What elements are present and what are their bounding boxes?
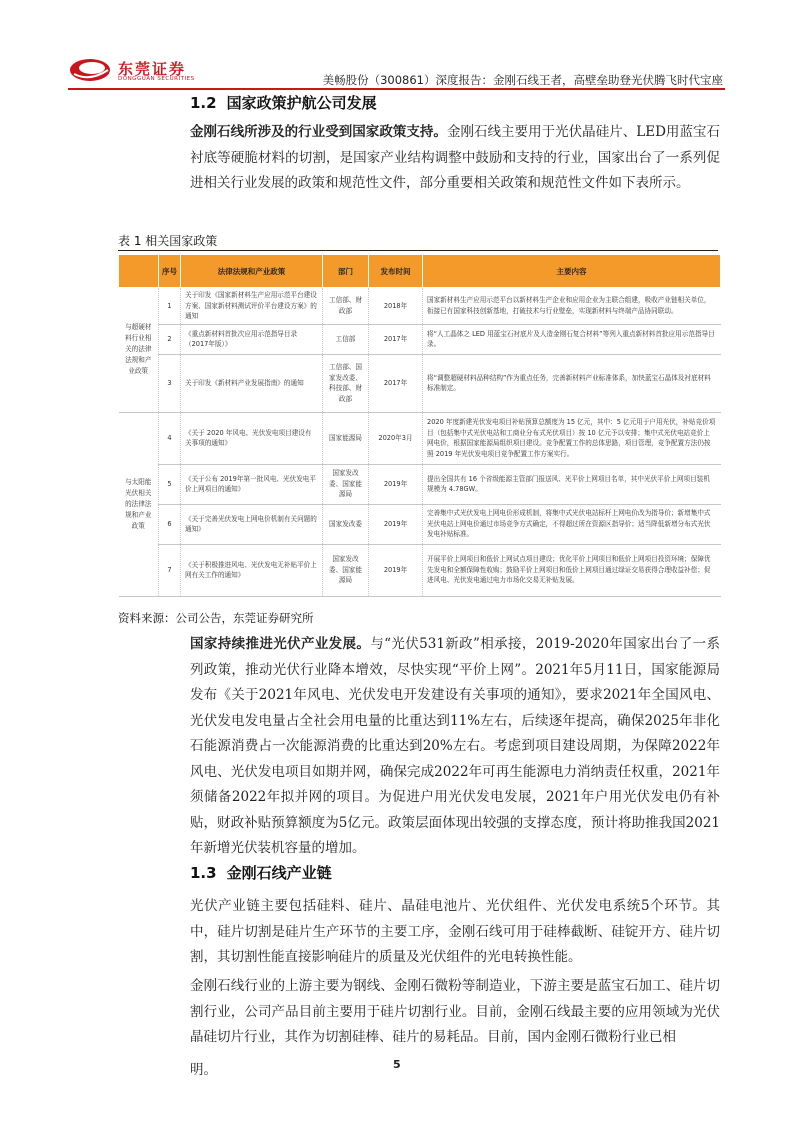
policy-name: 《关于 2020 年风电、光伏发电项目建设有关事项的通知》 xyxy=(181,412,323,464)
policy-content: 2020 年度新建光伏发电项目补贴预算总额度为 15 亿元，其中：5 亿元用于户用光伏，补贴竞价项目（包括集中式光伏电站和工商业分布式光伏项目）按 10 亿元予以安排；集中式光伏电站竞价上网电价，根据国家能源局组织项目建设。竞争配置工作的总体思路，项目管理，竞争配置方法仍按照 2019 年光伏发电项目竞争配置工作方案实行。 xyxy=(423,412,721,464)
row-number: 2 xyxy=(159,324,181,354)
policy-content: 将“调整超硬材料品种结构”作为重点任务，完善新材料产业标准体系，加快蓝宝石晶体及衬底材料标准制定。 xyxy=(423,354,721,412)
policy-content: 完善集中式光伏发电上网电价形成机制，将集中式光伏电站标杆上网电价改为指导价；新增集中式光伏电站上网电价通过市场竞争方式确定，不得超过所在资源区指导价；适当降低新增分布式光伏发电补贴标准。 xyxy=(423,504,721,544)
page-tail-text: 明。 xyxy=(190,1062,217,1078)
policy-table xyxy=(118,254,721,597)
table-row xyxy=(119,354,721,412)
table-source-note: 资料来源：公司公告，东莞证券研究所 xyxy=(118,611,314,625)
department: 国家发改委、国家能源局 xyxy=(323,544,369,596)
table-row xyxy=(119,288,721,325)
industry-chain-paragraph-1: 光伏产业链主要包括硅料、硅片、晶硅电池片、光伏组件、光伏发电系统5个环节。其中，硅片切割是硅片生产环节的主要工序，金刚石线可用于硅棒截断、硅锭开方、硅片切割，其切割性能直接影响硅片的质量及光伏组件的光电转换性能。 xyxy=(190,898,720,965)
section-title: 国家政策护航公司发展 xyxy=(226,94,377,112)
policy-name: 《关于积极推进风电、光伏发电无补贴平价上网有关工作的通知》 xyxy=(181,544,323,596)
policy-name: 《关于完善光伏发电上网电价机制有关问题的通知》 xyxy=(181,504,323,544)
column-header: 主要内容 xyxy=(423,255,721,288)
policy-name: 《关于公布 2019年第一批风电、光伏发电平价上网项目的通知》 xyxy=(181,464,323,504)
table-row xyxy=(119,324,721,354)
policy-name: 关于印发《新材料产业发展指南》的通知 xyxy=(181,354,323,412)
policy-name: 关于印发《国家新材料生产应用示范平台建设方案、国家新材料测试评价平台建设方案》的通知 xyxy=(181,288,323,325)
policy-name: 《重点新材料首批次应用示范指导目录（2017年版）》 xyxy=(181,324,323,354)
column-header: 法律法规和产业政策 xyxy=(181,255,323,288)
policy-intro-paragraph xyxy=(190,120,720,197)
policy-content: 提出全国共有 16 个省级能源主管部门报送风、光平价上网项目名单，其中光伏平价上网项目装机规模为 4.78GW。 xyxy=(423,464,721,504)
paragraph-lead: 金刚石线所涉及的行业受到国家政策支持。 xyxy=(190,124,447,140)
pv-policy-paragraph xyxy=(190,632,720,862)
column-header: 序号 xyxy=(159,255,181,288)
policy-content: 将“人工晶体之 LED 用蓝宝石衬底片及人造金刚石复合材料”等列入重点新材料首批应用示范指导目录。 xyxy=(423,324,721,354)
department: 国家能源局 xyxy=(323,412,369,464)
report-header-title: 美畅股份（300861）深度报告：金刚石线王者，高壁垒助登光伏腾飞时代宝座 xyxy=(322,73,723,87)
column-header: 部门 xyxy=(323,255,369,288)
table-row xyxy=(119,504,721,544)
publish-date: 2019年 xyxy=(369,544,423,596)
table-row xyxy=(119,412,721,464)
publish-date: 2020年3月 xyxy=(369,412,423,464)
header-divider xyxy=(68,88,725,90)
logo-text-cn: 东莞证券 xyxy=(118,60,187,78)
department: 工信部 xyxy=(323,324,369,354)
industry-chain-paragraph-2: 金刚石线行业的上游主要为钢线、金刚石微粉等制造业，下游主要是蓝宝石加工、硅片切割行业，公司产品目前主要用于硅片切割行业。目前，金刚石线最主要的应用领域为光伏晶硅切片行业，其作为切割硅棒、硅片的易耗品。目前，国内金刚石微粉行业已相 xyxy=(190,978,720,1045)
publish-date: 2019年 xyxy=(369,504,423,544)
row-number: 3 xyxy=(159,354,181,412)
table-row xyxy=(119,544,721,596)
company-logo xyxy=(68,52,218,88)
department: 国家发改委、国家能源局 xyxy=(323,464,369,504)
category-cell: 与太阳能光伏相关的法律法规和产业政策 xyxy=(119,412,159,596)
row-number: 5 xyxy=(159,464,181,504)
paragraph-lead: 国家持续推进光伏产业发展。 xyxy=(190,636,371,652)
column-header xyxy=(119,255,159,288)
paragraph-body: 金刚石线主要用于光伏晶硅片、LED用蓝宝石衬底等硬脆材料的切割，是国家产业结构调整中鼓励和支持的行业，国家出台了一系列促进相关行业发展的政策和规范性文件，部分重要相关政策和规范性文件如下表所示。 xyxy=(190,124,720,191)
row-number: 6 xyxy=(159,504,181,544)
section-number: 1.3 xyxy=(190,864,217,882)
row-number: 4 xyxy=(159,412,181,464)
category-cell: 与超硬材料行业相关的法律法规和产业政策 xyxy=(119,288,159,413)
department: 国家发改委 xyxy=(323,504,369,544)
policy-content: 国家新材料生产应用示范平台以新材料生产企业和应用企业为主联合组建，吸收产业链相关单位，衔接已有国家科技创新基地，打破技术与行业壁垒，实现新材料与终端产品协同联动。 xyxy=(423,288,721,325)
department: 工信部、国家发改委、科技部、财政部 xyxy=(323,354,369,412)
page-number: 5 xyxy=(393,1058,401,1071)
table-row xyxy=(119,464,721,504)
column-header: 发布时间 xyxy=(369,255,423,288)
policy-content: 开展平价上网项目和低价上网试点项目建设；优化平价上网项目和低价上网项目投资环境；保障优先发电和全额保障性收购；鼓励平价上网项目和低价上网项目通过绿证交易获得合理收益补偿；促进风电、光伏发电通过电力市场化交易无补贴发展。 xyxy=(423,544,721,596)
row-number: 1 xyxy=(159,288,181,325)
paragraph-body: 与“光伏531新政”相承接，2019-2020年国家出台了一系列政策，推动光伏行业降本增效，尽快实现“平价上网”。2021年5月11日，国家能源局发布《关于2021年风电、光伏发电开发建设有关事项的通知》，要求2021年全国风电、光伏发电发电量占全社会用电量的比重达到11%左右，后续逐年提高，确保2025年非化石能源消费占一次能源消费的比重达到20%左右。考虑到项目建设周期，为保障2022年风电、光伏发电项目如期并网，确保完成2022年可再生能源电力消纳责任权重，2021年须储备2022年拟并网的项目。为促进户用光伏发电发展，2021年户用光伏发电仍有补贴，财政补贴预算额度为5亿元。政策层面体现出较强的支撑态度，预计将助推我国2021年新增光伏装机容量的增加。 xyxy=(190,636,720,856)
publish-date: 2018年 xyxy=(369,288,423,325)
logo-swirl-icon xyxy=(68,56,112,84)
row-number: 7 xyxy=(159,544,181,596)
table-top-rule xyxy=(118,250,718,251)
department: 工信部、财政部 xyxy=(323,288,369,325)
table-header-row xyxy=(119,255,721,288)
section-heading-1-3 xyxy=(190,862,332,883)
logo-text-en: DONGGUAN SECURITIES xyxy=(118,76,195,82)
section-heading-1-2 xyxy=(190,92,377,113)
publish-date: 2019年 xyxy=(369,464,423,504)
publish-date: 2017年 xyxy=(369,324,423,354)
publish-date: 2017年 xyxy=(369,354,423,412)
table-caption: 表 1 相关国家政策 xyxy=(118,234,218,248)
section-number: 1.2 xyxy=(190,94,217,112)
section-title: 金刚石线产业链 xyxy=(226,864,332,882)
